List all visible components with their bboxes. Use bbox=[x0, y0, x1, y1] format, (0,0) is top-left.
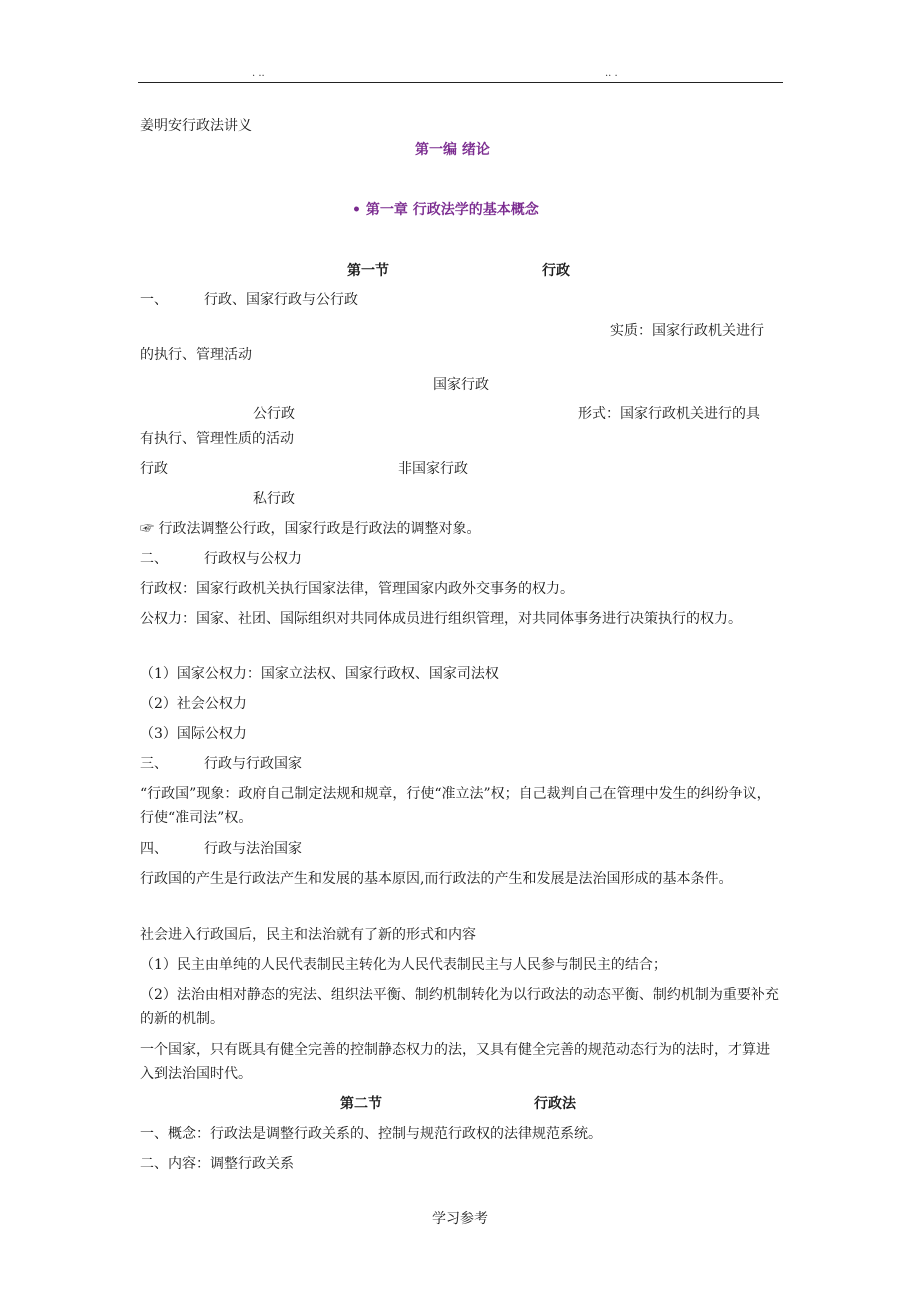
section2-label: 第二节 bbox=[340, 1096, 382, 1112]
item2-heading: 行政权与公权力 bbox=[204, 551, 302, 567]
page-footer: 学习参考 bbox=[432, 1211, 488, 1227]
header-rule bbox=[138, 82, 783, 83]
rule-of-law-item-1: （1）民主由单纯的人民代表制民主转化为人民代表制民主与人民参与制民主的结合； bbox=[140, 957, 667, 973]
rule-of-law-text-3: 一个国家，只有既具有健全完善的控制静态权力的法，又具有健全完善的规范动态行为的法时，才算进入到法治国时代。 bbox=[140, 1042, 770, 1082]
header-dots-left: . .. bbox=[252, 68, 265, 79]
item4-heading: 行政与法治国家 bbox=[204, 841, 302, 857]
chapter-title: • 第一章 行政法学的基本概念 bbox=[352, 202, 539, 218]
section2-item-1: 一、概念：行政法是调整行政关系的、控制与规范行政权的法律规范系统。 bbox=[140, 1126, 602, 1142]
diagram-nonstate-admin: 非国家行政 bbox=[398, 461, 468, 477]
admin-power-text: 行政权：国家行政机关执行国家法律，管理国家内政外交事务的权力。 bbox=[140, 581, 574, 597]
public-power-item-3: （3）国际公权力 bbox=[140, 726, 247, 742]
item1-number: 一、 bbox=[140, 292, 168, 308]
admin-state-text: “行政国”现象：政府自己制定法规和规章，行使“准立法”权；自己裁判自己在管理中发生的纠纷争议，行使“准司法”权。 bbox=[140, 786, 771, 826]
section1-label: 第一节 bbox=[347, 263, 389, 279]
rule-of-law-text-2: 社会进入行政国后，民主和法治就有了新的形式和内容 bbox=[140, 927, 476, 943]
item1-heading: 行政、国家行政与公行政 bbox=[204, 292, 358, 308]
item4-number: 四、 bbox=[140, 841, 168, 857]
diagram-essence-2: 的执行、管理活动 bbox=[140, 347, 252, 363]
diagram-essence-1: 实质：国家行政机关进行 bbox=[610, 323, 764, 339]
note-1: ☞ 行政法调整公行政，国家行政是行政法的调整对象。 bbox=[140, 521, 481, 537]
section2-title: 行政法 bbox=[534, 1096, 576, 1112]
diagram-form-1: 形式：国家行政机关进行的具 bbox=[578, 406, 760, 422]
section1-title: 行政 bbox=[542, 263, 570, 279]
diagram-public-admin: 公行政 bbox=[253, 406, 295, 422]
diagram-form-2: 有执行、管理性质的活动 bbox=[140, 431, 294, 447]
part-title: 第一编 绪论 bbox=[415, 142, 490, 158]
section2-item-2: 二、内容：调整行政关系 bbox=[140, 1156, 294, 1172]
item3-heading: 行政与行政国家 bbox=[204, 756, 302, 772]
diagram-private-admin: 私行政 bbox=[253, 491, 295, 507]
public-power-item-1: （1）国家公权力：国家立法权、国家行政权、国家司法权 bbox=[140, 666, 499, 682]
header-dots-right: .. . bbox=[605, 68, 618, 79]
item2-number: 二、 bbox=[140, 551, 168, 567]
public-power-item-2: （2）社会公权力 bbox=[140, 696, 247, 712]
rule-of-law-text-1: 行政国的产生是行政法产生和发展的基本原因,而行政法的产生和发展是法治国形成的基本条件。 bbox=[140, 871, 733, 887]
diagram-admin: 行政 bbox=[140, 461, 168, 477]
item3-number: 三、 bbox=[140, 756, 168, 772]
public-power-text: 公权力：国家、社团、国际组织对共同体成员进行组织管理，对共同体事务进行决策执行的权力。 bbox=[140, 611, 742, 627]
doc-title: 姜明安行政法讲义 bbox=[140, 118, 252, 134]
diagram-state-admin: 国家行政 bbox=[433, 377, 489, 393]
rule-of-law-item-2: （2）法治由相对静态的宪法、组织法平衡、制约机制转化为以行政法的动态平衡、制约机制为重要补充的新的机制。 bbox=[140, 987, 779, 1027]
